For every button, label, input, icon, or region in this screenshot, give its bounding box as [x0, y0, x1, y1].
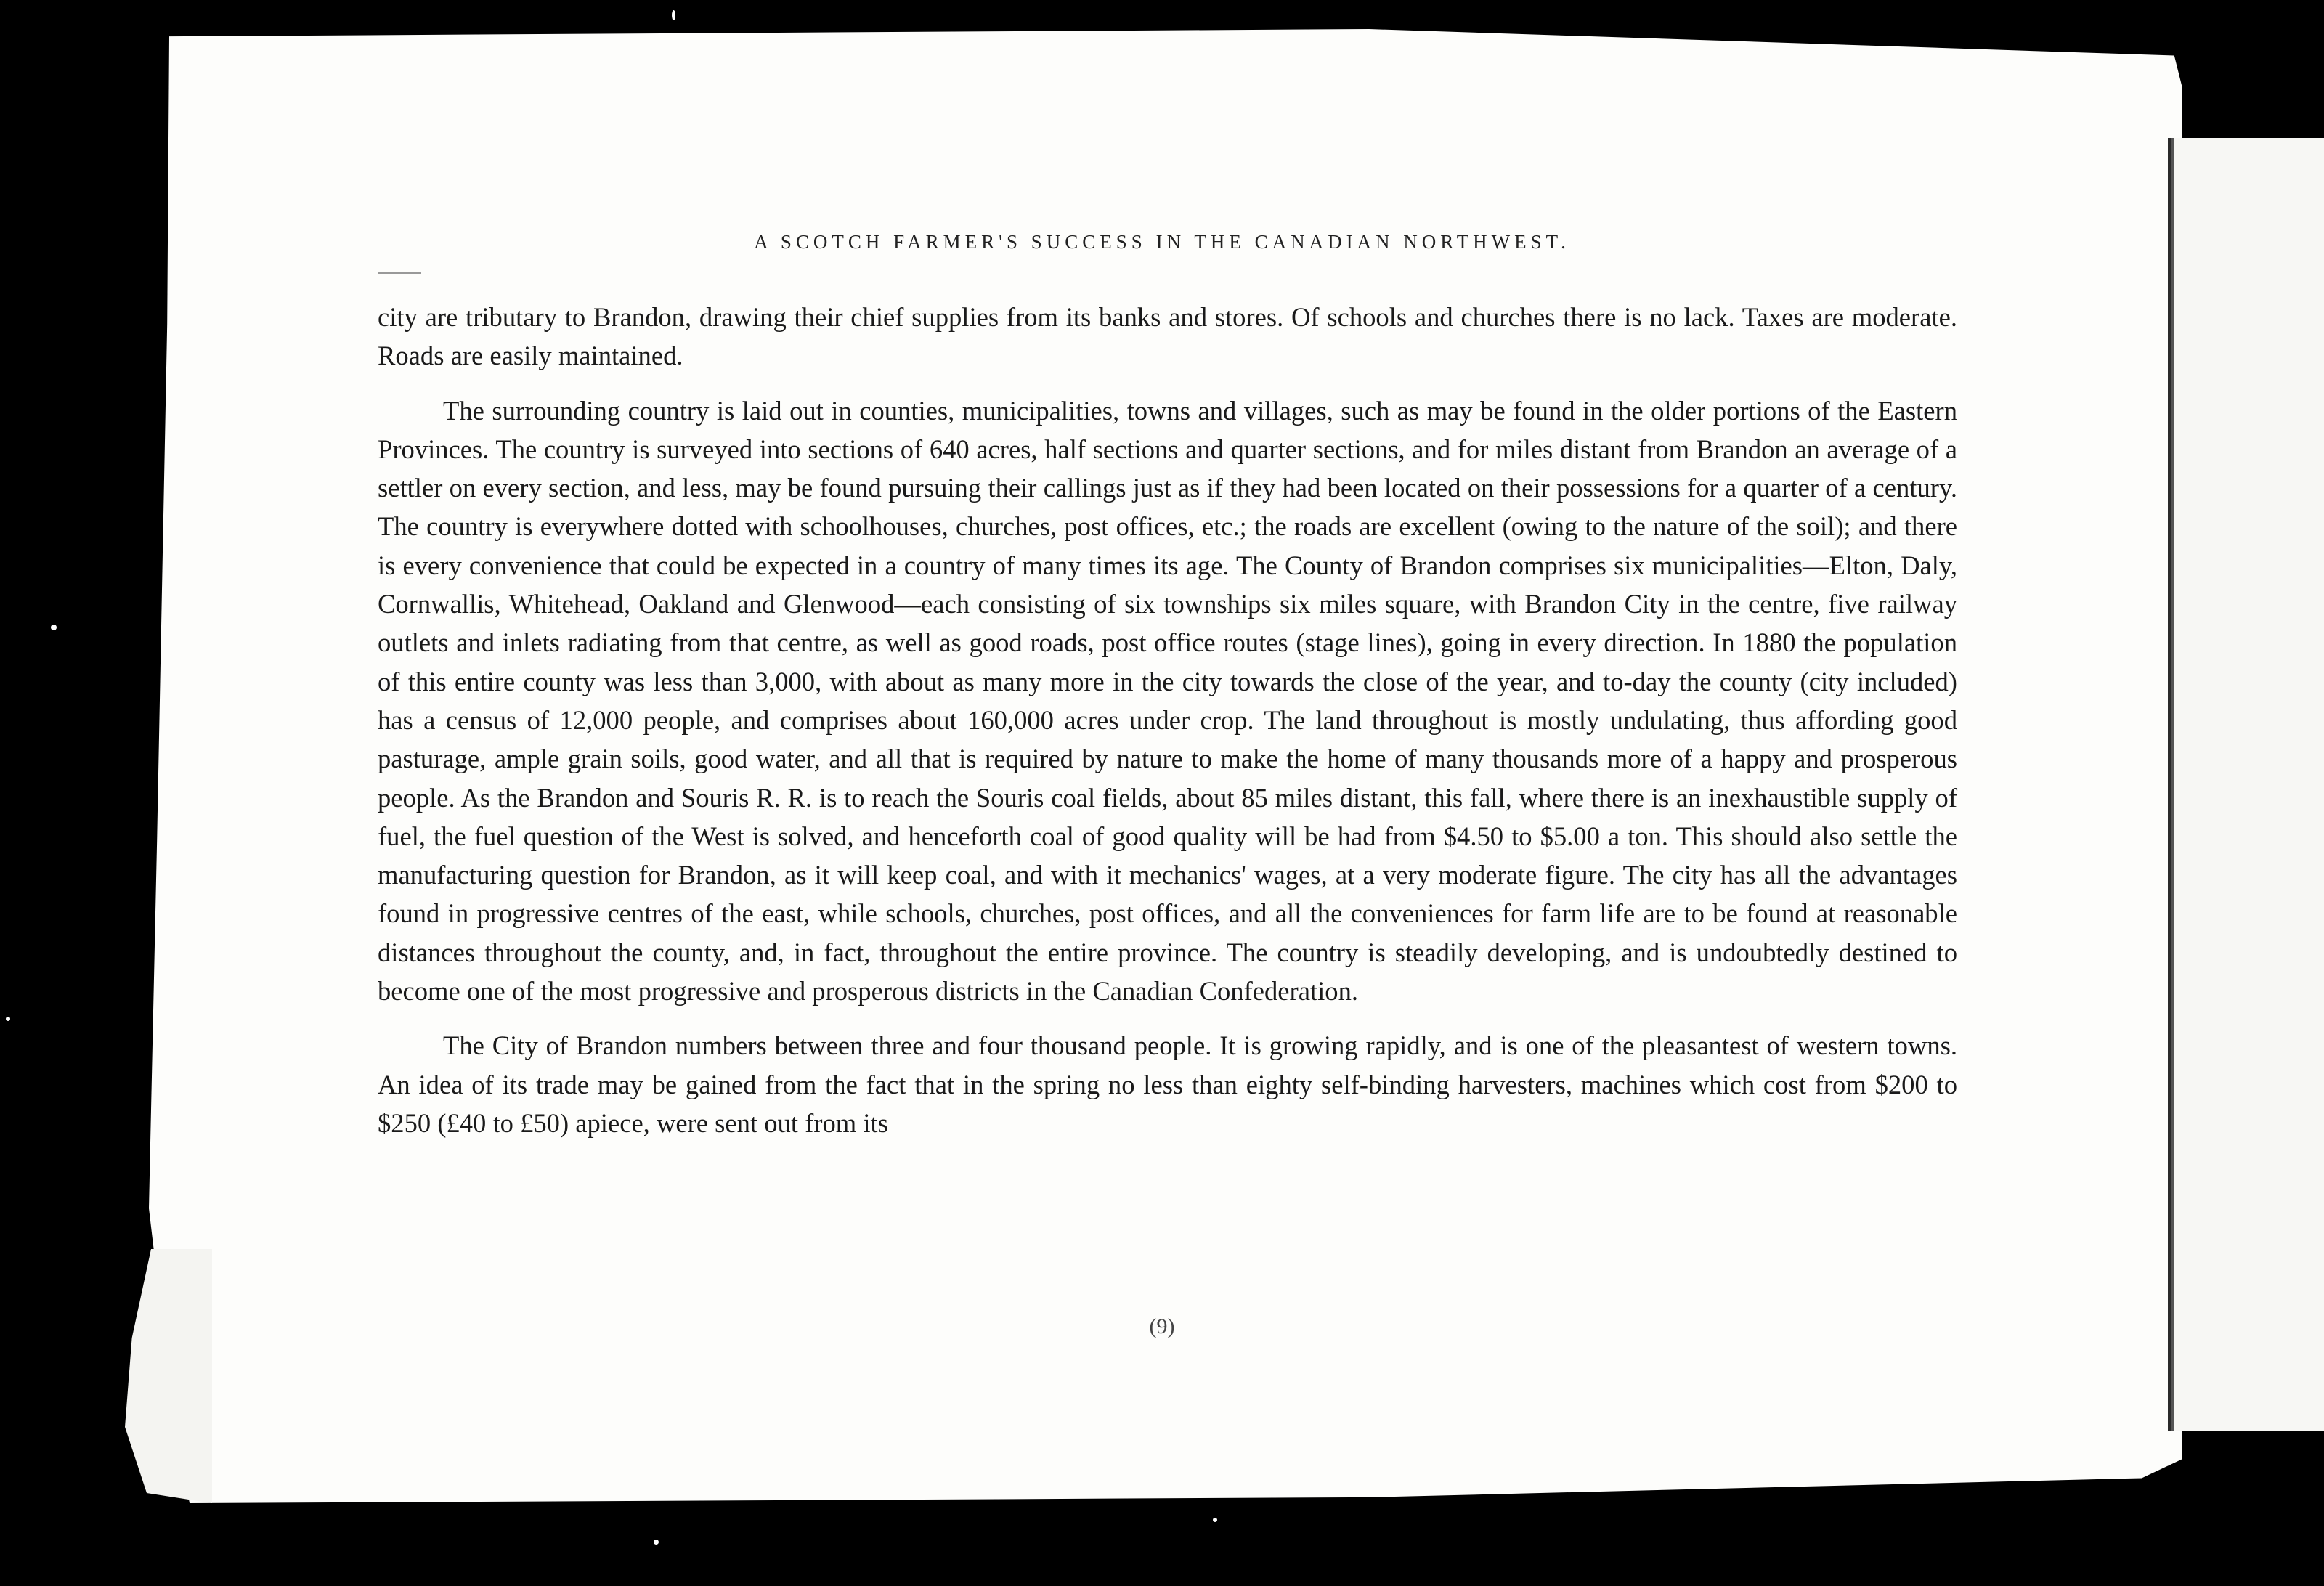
paragraph-city: The City of Brandon numbers between three and four thousand people. It is growing rapidly, and is one of the pleasantest of western towns. An idea of its trade may be gained from the fact that in the spring no less than eighty self-binding harvesters, machines which cost from $200 to $250 (£40 to £50) apiece, were sent out from its: [378, 1030, 1957, 1138]
dust-speck: [1213, 1518, 1217, 1522]
page-number: (9): [1149, 1314, 1175, 1338]
body-text: [378, 298, 1957, 1158]
dust-speck: [654, 1540, 659, 1545]
dust-speck: [672, 10, 675, 20]
header-rule: [378, 272, 421, 274]
dust-speck: [51, 625, 57, 630]
adjacent-page-edge: [2168, 138, 2324, 1431]
paragraph-county: The surrounding country is laid out in counties, municipalities, towns and villages, such as may be found in the older portions of the Eastern Provinces. The country is surveyed into sections of 640 acres, half sections and quarter sections, and for miles distant from Brandon an average of a settler on every section, and less, may be found pursuing their callings just as if they had been located on their possessions for a quarter of a century. The country is everywhere dotted with schoolhouses, churches, post offices, etc.; the roads are excellent (owing to the nature of the soil); and there is every convenience that could be expected in a country of many times its age. The County of Brandon comprises six municipalities—Elton, Daly, Cornwallis, Whitehead, Oakland and Glenwood—each consisting of six townships six miles square, with Brandon City in the centre, five railway outlets and inlets radiating from that centre, as well as good roads, post office routes (stage lines), going in every direction. In 1880 the population of this entire county was less than 3,000, with about as many more in the city towards the close of the year, and to-day the county (city included) has a census of 12,000 people, and comprises about 160,000 acres under crop. The land throughout is mostly undulating, thus affording good pasturage, ample grain soils, good water, and all that is required by nature to make the home of many thousands more of a happy and prosperous people. As the Brandon and Souris R. R. is to reach the Souris coal fields, about 85 miles distant, this fall, where there is an inexhaustible supply of fuel, the fuel question of the West is solved, and henceforth coal of good quality will be had from $4.50 to $5.00 a ton. This should also settle the manufacturing question for Brandon, as it will keep coal, and with it mechanics' wages, at a very moderate figure. The city has all the advantages found in progressive centres of the east, while schools, churches, post offices, and all the conveniences for farm life are to be found at reasonable distances throughout the county, and, in fact, throughout the entire province. The country is steadily developing, and is undoubtedly destined to become one of the most progressive and prosperous districts in the Canadian Confederation.: [378, 395, 1957, 1006]
dust-speck: [6, 1017, 10, 1021]
running-header: A SCOTCH FARMER'S SUCCESS IN THE CANADIAN NORTHWEST.: [754, 231, 1570, 253]
page-gutter-line: [2171, 138, 2174, 1431]
page-curl-corner: [125, 1249, 212, 1503]
paragraph-continued: city are tributary to Brandon, drawing their chief supplies from its banks and stores. Of schools and churches there is no lack. Taxes are moderate. Roads are easily maintained.: [378, 302, 1957, 371]
